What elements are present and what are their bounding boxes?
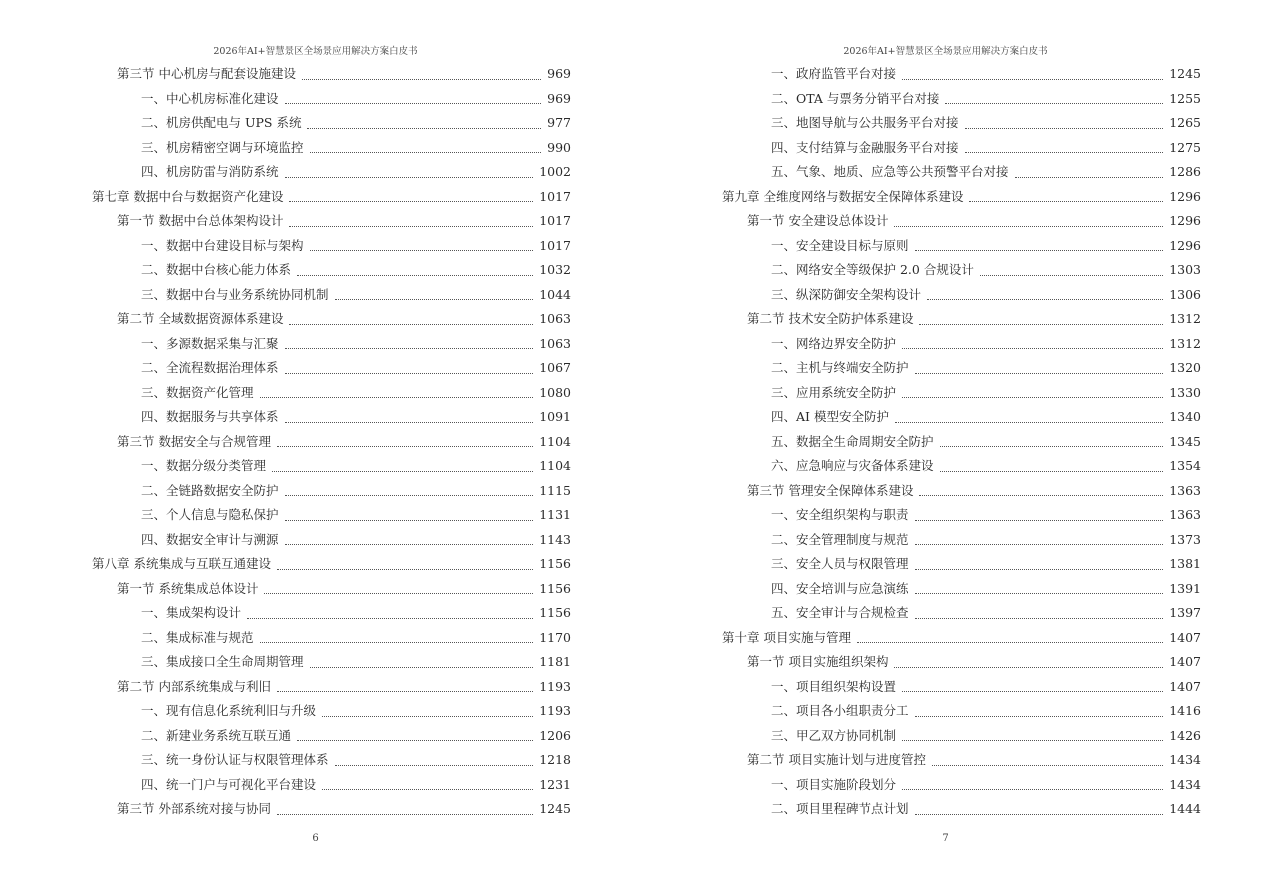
toc-entry-title: 第一节 数据中台总体架构设计 (117, 213, 284, 228)
toc-entry[interactable] (141, 528, 571, 552)
toc-entry[interactable] (92, 185, 571, 209)
dot-leader (894, 667, 1163, 668)
dot-leader (915, 520, 1164, 521)
dot-leader (915, 814, 1164, 815)
dot-leader (902, 740, 1163, 741)
toc-entry[interactable] (771, 503, 1201, 527)
toc-entry-title: 四、机房防雷与消防系统 (141, 164, 279, 179)
toc-entry-page-number: 1017 (539, 237, 571, 253)
toc-entry-title: 一、安全组织架构与职责 (771, 507, 909, 522)
toc-entry-title: 二、机房供配电与 UPS 系统 (141, 115, 302, 130)
toc-entry[interactable] (771, 454, 1201, 478)
toc-entry-title: 一、政府监管平台对接 (771, 66, 897, 81)
dot-leader (264, 593, 533, 594)
toc-entry[interactable] (141, 111, 571, 135)
toc-entry[interactable] (141, 454, 571, 478)
toc-entry-page-number: 1032 (539, 262, 571, 277)
toc-entry-page-number: 1306 (1169, 286, 1201, 302)
toc-entry-page-number: 1063 (539, 311, 571, 326)
dot-leader (310, 152, 542, 153)
dot-leader (915, 716, 1164, 717)
dot-leader (902, 789, 1163, 790)
toc-entry[interactable] (747, 307, 1201, 331)
toc-entry-title: 第二节 项目实施计划与进度管控 (747, 752, 926, 767)
toc-entry-title: 一、现有信息化系统利旧与升级 (141, 703, 317, 718)
dot-leader (272, 471, 533, 472)
dot-leader (260, 397, 534, 398)
toc-entry-page-number: 1017 (539, 213, 571, 228)
dot-leader (902, 348, 1163, 349)
toc-entry-page-number: 1104 (539, 433, 571, 449)
toc-entry-title: 第三节 管理安全保障体系建设 (747, 482, 914, 498)
toc-entry-page-number: 1206 (539, 727, 571, 743)
dot-leader (285, 544, 534, 545)
toc-entry-title: 一、安全建设目标与原则 (771, 237, 909, 253)
toc-entry-title: 四、数据安全审计与溯源 (141, 531, 279, 547)
toc-entry-page-number: 969 (547, 90, 571, 106)
toc-entry[interactable] (771, 405, 1201, 429)
toc-entry[interactable] (141, 405, 571, 429)
toc-entry-page-number: 1265 (1169, 115, 1201, 130)
toc-entry[interactable] (141, 258, 571, 282)
dot-leader (969, 201, 1163, 202)
toc-entry-page-number: 1193 (539, 703, 571, 718)
toc-entry[interactable] (771, 258, 1201, 282)
toc-entry[interactable] (117, 797, 571, 821)
toc-entry-page-number: 1444 (1169, 801, 1201, 816)
toc-entry[interactable] (771, 62, 1201, 86)
toc-entry-title: 五、安全审计与合规检查 (771, 605, 909, 620)
dot-leader (1015, 177, 1164, 178)
toc-entry-page-number: 1218 (539, 752, 571, 767)
toc-entry[interactable] (747, 209, 1201, 233)
toc-entry-title: 第二节 全域数据资源体系建设 (117, 311, 284, 326)
toc-entry-title: 五、气象、地质、应急等公共预警平台对接 (771, 164, 1009, 179)
toc-entry[interactable] (141, 503, 571, 527)
dot-leader (285, 177, 534, 178)
toc-entry-title: 第七章 数据中台与数据资产化建设 (92, 188, 284, 204)
toc-entry[interactable] (117, 209, 571, 233)
toc-entry[interactable] (771, 136, 1201, 160)
toc-entry[interactable] (771, 283, 1201, 307)
toc-entry[interactable] (771, 332, 1201, 356)
page-number: 7 (942, 833, 949, 844)
toc-entry-title: 四、安全培训与应急演练 (771, 580, 909, 596)
toc-entry-title: 一、多源数据采集与汇聚 (141, 335, 279, 351)
toc-entry[interactable] (747, 479, 1201, 503)
toc-entry-page-number: 977 (547, 115, 571, 130)
toc-entry[interactable] (722, 626, 1201, 650)
toc-entry[interactable] (141, 650, 571, 674)
toc-entry-page-number: 969 (547, 66, 571, 81)
toc-entry-title: 第九章 全维度网络与数据安全保障体系建设 (722, 188, 964, 204)
toc-entry-title: 四、AI 模型安全防护 (771, 409, 889, 424)
toc-entry-page-number: 1320 (1169, 360, 1201, 375)
dot-leader (307, 128, 541, 129)
toc-entry-page-number: 1115 (539, 482, 571, 498)
dot-leader (285, 348, 534, 349)
toc-entry-title: 四、数据服务与共享体系 (141, 409, 279, 424)
dot-leader (945, 103, 1163, 104)
dot-leader (277, 814, 533, 815)
page-number: 6 (312, 833, 319, 844)
dot-leader (915, 373, 1164, 374)
toc-entry-title: 三、统一身份认证与权限管理体系 (141, 752, 329, 767)
toc-entry-page-number: 1104 (539, 458, 571, 473)
dot-leader (285, 520, 534, 521)
dot-leader (915, 618, 1164, 619)
toc-entry-page-number: 1416 (1169, 703, 1201, 718)
dot-leader (902, 79, 1163, 80)
toc-entry-title: 第三节 中心机房与配套设施建设 (117, 66, 296, 81)
toc-entry[interactable] (771, 699, 1201, 723)
toc-entry[interactable] (141, 136, 571, 160)
toc-entry-title: 二、全链路数据安全防护 (141, 482, 279, 498)
toc-entry-title: 第二节 技术安全防护体系建设 (747, 311, 914, 326)
toc-entry[interactable] (747, 650, 1201, 674)
toc-entry-title: 四、支付结算与金融服务平台对接 (771, 139, 959, 155)
toc-entry-page-number: 1245 (539, 801, 571, 816)
dot-leader (285, 373, 534, 374)
toc-entry-page-number: 1345 (1169, 433, 1201, 449)
toc-entry-title: 五、数据全生命周期安全防护 (771, 433, 934, 449)
toc-entry-title: 第一节 项目实施组织架构 (747, 654, 889, 669)
toc-entry-page-number: 1330 (1169, 384, 1201, 400)
dot-leader (277, 691, 533, 692)
toc-entry-page-number: 1091 (539, 409, 571, 424)
dot-leader (915, 544, 1164, 545)
toc-entry-page-number: 1312 (1169, 311, 1201, 326)
toc-entry-page-number: 1426 (1169, 727, 1201, 743)
toc-entry[interactable] (771, 87, 1201, 111)
toc-entry[interactable] (771, 773, 1201, 797)
toc-entry-title: 一、网络边界安全防护 (771, 335, 897, 351)
toc-entry-page-number: 1296 (1169, 188, 1201, 204)
toc-entry[interactable] (141, 748, 571, 772)
toc-entry[interactable] (771, 552, 1201, 576)
toc-entry[interactable] (117, 430, 571, 454)
toc-entry[interactable] (771, 111, 1201, 135)
dot-leader (285, 422, 534, 423)
toc-entry[interactable] (771, 234, 1201, 258)
toc-entry-title: 二、项目各小组职责分工 (771, 703, 909, 718)
toc-entry-page-number: 1407 (1169, 678, 1201, 694)
toc-entry[interactable] (771, 675, 1201, 699)
toc-entry[interactable] (141, 381, 571, 405)
toc-entry-page-number: 1156 (539, 580, 571, 596)
dot-leader (289, 201, 533, 202)
toc-entry[interactable] (771, 430, 1201, 454)
toc-entry-title: 一、数据中台建设目标与架构 (141, 237, 304, 253)
toc-entry-page-number: 1245 (1169, 66, 1201, 81)
toc-entry-page-number: 1156 (539, 556, 571, 571)
dot-leader (927, 299, 1163, 300)
toc-entry-title: 三、数据资产化管理 (141, 384, 254, 400)
toc-entry-title: 三、机房精密空调与环境监控 (141, 139, 304, 155)
page-header: 2026年AI+智慧景区全场景应用解决方案白皮书 (843, 46, 1048, 57)
toc-entry-page-number: 1312 (1169, 335, 1201, 351)
toc-entry-title: 二、安全管理制度与规范 (771, 531, 909, 547)
toc-entry[interactable] (771, 381, 1201, 405)
toc-entry-title: 四、统一门户与可视化平台建设 (141, 776, 317, 792)
dot-leader (289, 226, 533, 227)
toc-entry-title: 一、中心机房标准化建设 (141, 90, 279, 106)
toc-entry[interactable] (771, 797, 1201, 821)
toc-entry[interactable] (117, 577, 571, 601)
toc-entry-page-number: 1080 (539, 384, 571, 400)
dot-leader (310, 667, 534, 668)
dot-leader (895, 422, 1163, 423)
toc-entry-title: 三、个人信息与隐私保护 (141, 507, 279, 522)
toc-entry[interactable] (771, 577, 1201, 601)
toc-entry[interactable] (141, 773, 571, 797)
dot-leader (919, 324, 1163, 325)
dot-leader (277, 446, 533, 447)
toc-entry-title: 第一节 安全建设总体设计 (747, 213, 889, 228)
toc-entry-title: 第八章 系统集成与互联互通建设 (92, 556, 271, 571)
toc-entry[interactable] (117, 62, 571, 86)
toc-entry-page-number: 1397 (1169, 605, 1201, 620)
toc-entry-title: 二、数据中台核心能力体系 (141, 262, 292, 277)
toc-entry-page-number: 1181 (539, 654, 571, 669)
toc-entry[interactable] (141, 160, 571, 184)
toc-entry-title: 三、甲乙双方协同机制 (771, 727, 897, 743)
toc-entry-title: 一、项目实施阶段划分 (771, 776, 897, 792)
toc-entry-page-number: 1373 (1169, 531, 1201, 547)
toc-entry-title: 二、主机与终端安全防护 (771, 360, 909, 375)
toc-entry[interactable] (771, 356, 1201, 380)
toc-entry-title: 三、地图导航与公共服务平台对接 (771, 115, 959, 130)
toc-entry-title: 二、OTA 与票务分销平台对接 (771, 90, 940, 106)
dot-leader (915, 569, 1164, 570)
toc-entry-page-number: 1381 (1169, 556, 1201, 571)
toc-entry[interactable] (141, 699, 571, 723)
dot-leader (940, 446, 1164, 447)
dot-leader (297, 275, 533, 276)
toc-entry-title: 三、纵深防御安全架构设计 (771, 286, 922, 302)
toc-entry[interactable] (141, 479, 571, 503)
toc-entry-page-number: 1363 (1169, 482, 1201, 498)
dot-leader (902, 691, 1163, 692)
toc-entry-page-number: 1170 (539, 629, 571, 645)
toc-entry-page-number: 1296 (1169, 237, 1201, 253)
dot-leader (335, 299, 534, 300)
dot-leader (247, 618, 533, 619)
toc-entry[interactable] (141, 332, 571, 356)
dot-leader (285, 495, 534, 496)
dot-leader (260, 642, 534, 643)
toc-entry[interactable] (771, 601, 1201, 625)
toc-entry-page-number: 1255 (1169, 90, 1201, 106)
toc-entry-page-number: 1231 (539, 776, 571, 792)
toc-entry-page-number: 1275 (1169, 139, 1201, 155)
toc-entry-page-number: 1017 (539, 188, 571, 204)
toc-entry[interactable] (117, 675, 571, 699)
toc-entry-page-number: 1296 (1169, 213, 1201, 228)
dot-leader (277, 569, 533, 570)
toc-entry-page-number: 1131 (539, 507, 571, 522)
dot-leader (302, 79, 541, 80)
toc-entry[interactable] (141, 234, 571, 258)
toc-entry-title: 第一节 系统集成总体设计 (117, 580, 259, 596)
toc-entry-page-number: 1286 (1169, 164, 1201, 179)
toc-entry-title: 三、安全人员与权限管理 (771, 556, 909, 571)
dot-leader (915, 593, 1164, 594)
toc-entry-title: 二、项目里程碑节点计划 (771, 801, 909, 816)
toc-entry-title: 一、数据分级分类管理 (141, 458, 267, 473)
toc-entry[interactable] (141, 601, 571, 625)
dot-leader (902, 397, 1163, 398)
toc-entry[interactable] (771, 160, 1201, 184)
toc-entry-page-number: 1044 (539, 286, 571, 302)
dot-leader (297, 740, 533, 741)
toc-entry[interactable] (141, 283, 571, 307)
toc-entry-title: 第三节 外部系统对接与协同 (117, 801, 271, 816)
toc-entry-title: 二、集成标准与规范 (141, 629, 254, 645)
toc-entry-title: 一、集成架构设计 (141, 605, 242, 620)
toc-entry-title: 三、数据中台与业务系统协同机制 (141, 286, 329, 302)
toc-entry[interactable] (141, 724, 571, 748)
toc-entry-page-number: 1067 (539, 360, 571, 375)
toc-entry[interactable] (92, 552, 571, 576)
dot-leader (965, 152, 1164, 153)
dot-leader (335, 765, 534, 766)
dot-leader (322, 789, 533, 790)
toc-entry[interactable] (141, 87, 571, 111)
toc-entry[interactable] (771, 724, 1201, 748)
toc-entry-page-number: 990 (547, 139, 571, 155)
dot-leader (322, 716, 533, 717)
toc-entry-title: 三、集成接口全生命周期管理 (141, 654, 304, 669)
dot-leader (310, 250, 534, 251)
toc-entry-page-number: 1434 (1169, 752, 1201, 767)
dot-leader (980, 275, 1163, 276)
toc-entry[interactable] (722, 185, 1201, 209)
toc-entry-title: 第三节 数据安全与合规管理 (117, 433, 271, 449)
toc-entry[interactable] (747, 748, 1201, 772)
toc-entry-page-number: 1407 (1169, 629, 1201, 645)
page-header: 2026年AI+智慧景区全场景应用解决方案白皮书 (213, 46, 418, 57)
toc-entry-title: 三、应用系统安全防护 (771, 384, 897, 400)
dot-leader (857, 642, 1163, 643)
toc-entry-page-number: 1193 (539, 678, 571, 694)
toc-entry[interactable] (117, 307, 571, 331)
toc-entry-page-number: 1340 (1169, 409, 1201, 424)
toc-entry-page-number: 1002 (539, 164, 571, 179)
toc-entry-title: 第二节 内部系统集成与利旧 (117, 678, 271, 694)
toc-entry-page-number: 1354 (1169, 458, 1201, 473)
toc-entry-title: 二、网络安全等级保护 2.0 合规设计 (771, 262, 974, 277)
toc-entry-title: 第十章 项目实施与管理 (722, 629, 851, 645)
dot-leader (915, 250, 1164, 251)
toc-entry-page-number: 1407 (1169, 654, 1201, 669)
toc-entry-page-number: 1434 (1169, 776, 1201, 792)
toc-entry-page-number: 1363 (1169, 507, 1201, 522)
dot-leader (940, 471, 1164, 472)
dot-leader (965, 128, 1164, 129)
dot-leader (289, 324, 533, 325)
dot-leader (894, 226, 1163, 227)
dot-leader (919, 495, 1163, 496)
toc-entry-page-number: 1303 (1169, 262, 1201, 277)
toc-entry-title: 六、应急响应与灾备体系建设 (771, 458, 934, 473)
toc-entry-title: 一、项目组织架构设置 (771, 678, 897, 694)
toc-entry-page-number: 1063 (539, 335, 571, 351)
right-page (630, 0, 1261, 895)
toc-entry-title: 二、全流程数据治理体系 (141, 360, 279, 375)
dot-leader (285, 103, 542, 104)
toc-entry-title: 二、新建业务系统互联互通 (141, 727, 292, 743)
toc-entry[interactable] (141, 626, 571, 650)
toc-entry-page-number: 1156 (539, 605, 571, 620)
dot-leader (932, 765, 1163, 766)
toc-entry-page-number: 1143 (539, 531, 571, 547)
toc-entry[interactable] (771, 528, 1201, 552)
toc-entry-page-number: 1391 (1169, 580, 1201, 596)
toc-entry[interactable] (141, 356, 571, 380)
